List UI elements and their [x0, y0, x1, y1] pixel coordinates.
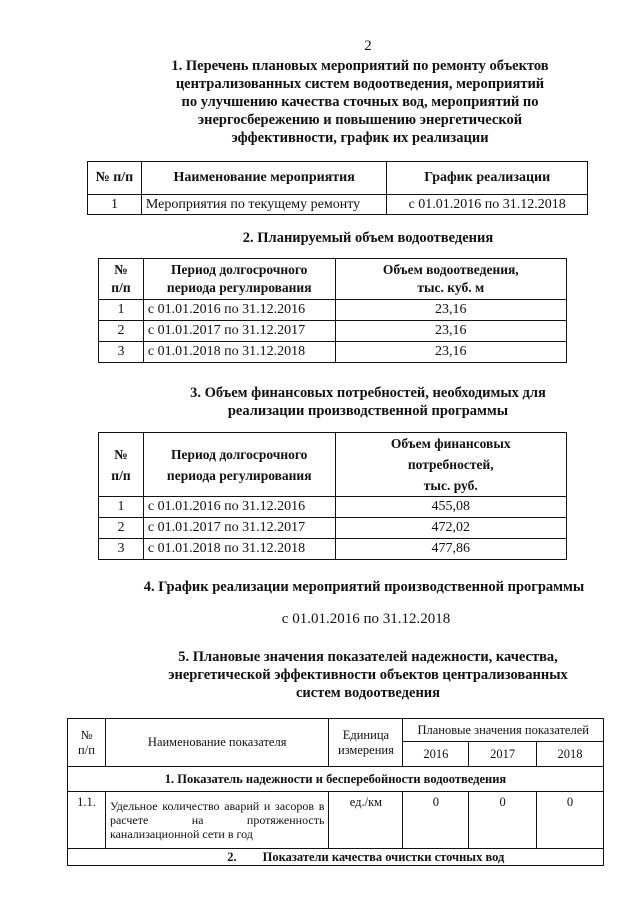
cell-value: 0 [469, 792, 537, 849]
cell-finance: 455,08 [335, 497, 566, 518]
header-line: измерения [337, 742, 394, 757]
cell-num: 1 [88, 195, 142, 215]
col-header-year: 2018 [537, 742, 604, 767]
cell-value: 0 [403, 792, 469, 849]
section2-heading [48, 229, 640, 247]
cell-period: с 01.01.2017 по 31.12.2017 [143, 518, 335, 539]
cell-period: с 01.01.2017 по 31.12.2017 [143, 321, 335, 342]
col-header-num [99, 259, 144, 300]
table-header-row [68, 719, 604, 742]
header-line: п/п [78, 742, 95, 757]
header-line: № [80, 727, 93, 742]
section2-heading-line: 2. Планируемый объем водоотведения [242, 230, 494, 246]
col-header-period [143, 433, 335, 497]
section4-heading [44, 578, 640, 596]
col-header-schedule: График реализации [387, 162, 588, 195]
table-row [99, 518, 567, 539]
table-row [99, 321, 567, 342]
col-header-finance [335, 433, 566, 497]
table-row [99, 300, 567, 321]
cell-finance: 472,02 [335, 518, 566, 539]
section5-heading-line: 5. Плановые значения показателей надежности, качества, [178, 649, 558, 665]
section4-heading-line: 4. График реализации мероприятий производственной программы [143, 579, 585, 595]
table-row [88, 195, 588, 215]
table-header-row [99, 433, 567, 497]
table-row [68, 792, 604, 849]
header-line: периода регулирования [166, 467, 312, 483]
header-line: п/п [111, 467, 131, 483]
table-header-row [88, 162, 588, 195]
financial-needs-table [98, 432, 567, 560]
section3-heading-line: 3. Объем финансовых потребностей, необходимых для [190, 385, 546, 401]
col-header-period [143, 259, 335, 300]
header-line: потребностей, [407, 457, 494, 472]
cell-num: 2 [99, 321, 144, 342]
section3-heading [48, 384, 640, 420]
cell-volume: 23,16 [335, 321, 566, 342]
cell-period: с 01.01.2016 по 31.12.2016 [143, 497, 335, 518]
cell-volume: 23,16 [335, 300, 566, 321]
section1-heading-line: энергосбережению и повышению энергетической [197, 112, 523, 128]
cell-num: 1 [99, 300, 144, 321]
cell-num: 1 [99, 497, 144, 518]
col-header-plan: Плановые значения показателей [403, 719, 604, 742]
group-row [68, 767, 604, 792]
col-header-unit [329, 719, 403, 767]
cell-period: с 01.01.2018 по 31.12.2018 [143, 342, 335, 363]
section5-heading-line: систем водоотведения [295, 685, 441, 701]
section1-heading-line: 1. Перечень плановых мероприятий по ремонту объектов [171, 58, 549, 74]
col-header-year: 2017 [469, 742, 537, 767]
cell-period: с 01.01.2018 по 31.12.2018 [143, 539, 335, 560]
table-row [99, 342, 567, 363]
section1-heading-line: централизованных систем водоотведения, мероприятий [175, 76, 545, 92]
header-line: Период долгосрочного [170, 446, 308, 462]
page-number: 2 [364, 38, 372, 54]
group-title: 1. Показатель надежности и бесперебойности водоотведения [68, 767, 604, 792]
activities-table [87, 161, 588, 215]
col-header-name: Наименование мероприятия [141, 162, 387, 195]
cell-volume: 23,16 [335, 342, 566, 363]
section4-period: с 01.01.2016 по 31.12.2018 [281, 611, 451, 627]
header-line: п/п [111, 280, 131, 295]
col-header-volume [335, 259, 566, 300]
section5-heading [48, 648, 640, 702]
group-label: Показатели качества очистки сточных вод [262, 849, 505, 864]
header-line: № [114, 446, 128, 462]
header-line: периода регулирования [166, 280, 312, 295]
cell-num: 2 [99, 518, 144, 539]
col-header-indicator: Наименование показателя [105, 719, 328, 767]
header-line: Объем водоотведения, [382, 262, 519, 277]
cell-period: с 01.01.2016 по 31.12.2016 [143, 300, 335, 321]
cell-finance: 477,86 [335, 539, 566, 560]
cell-schedule: с 01.01.2016 по 31.12.2018 [387, 195, 588, 215]
cell-num: 3 [99, 539, 144, 560]
header-line: Период долгосрочного [170, 262, 308, 277]
section1-heading [40, 57, 640, 147]
indicators-table [67, 718, 604, 866]
group-number: 2. [227, 849, 237, 864]
cell-num: 3 [99, 342, 144, 363]
cell-unit: ед./км [329, 792, 403, 849]
table-header-row [99, 259, 567, 300]
cell-num: 1.1. [68, 792, 106, 849]
section3-heading-line: реализации производственной программы [227, 403, 509, 419]
header-line: тыс. куб. м [417, 280, 485, 295]
section5-heading-line: энергетической эффективности объектов централизованных [168, 667, 568, 683]
table-row [99, 539, 567, 560]
table-row [99, 497, 567, 518]
cell-name: Мероприятия по текущему ремонту [141, 195, 387, 215]
header-line: № [114, 262, 128, 277]
col-header-year: 2016 [403, 742, 469, 767]
group-title [68, 849, 604, 866]
header-line: Объем финансовых [390, 436, 511, 451]
col-header-num [68, 719, 106, 767]
section1-heading-line: по улучшению качества сточных вод, мероприятий по [181, 94, 539, 110]
group-row [68, 849, 604, 866]
header-line: Единица [342, 727, 390, 742]
drainage-volume-table [98, 258, 567, 363]
col-header-num [99, 433, 144, 497]
col-header-num: № п/п [88, 162, 142, 195]
cell-value: 0 [537, 792, 604, 849]
cell-indicator: Удельное количество аварий и засоров в расчете на протяженность канализационной сети в год [105, 792, 328, 849]
section1-heading-line: эффективности, график их реализации [231, 130, 489, 146]
header-line: тыс. руб. [423, 478, 478, 493]
